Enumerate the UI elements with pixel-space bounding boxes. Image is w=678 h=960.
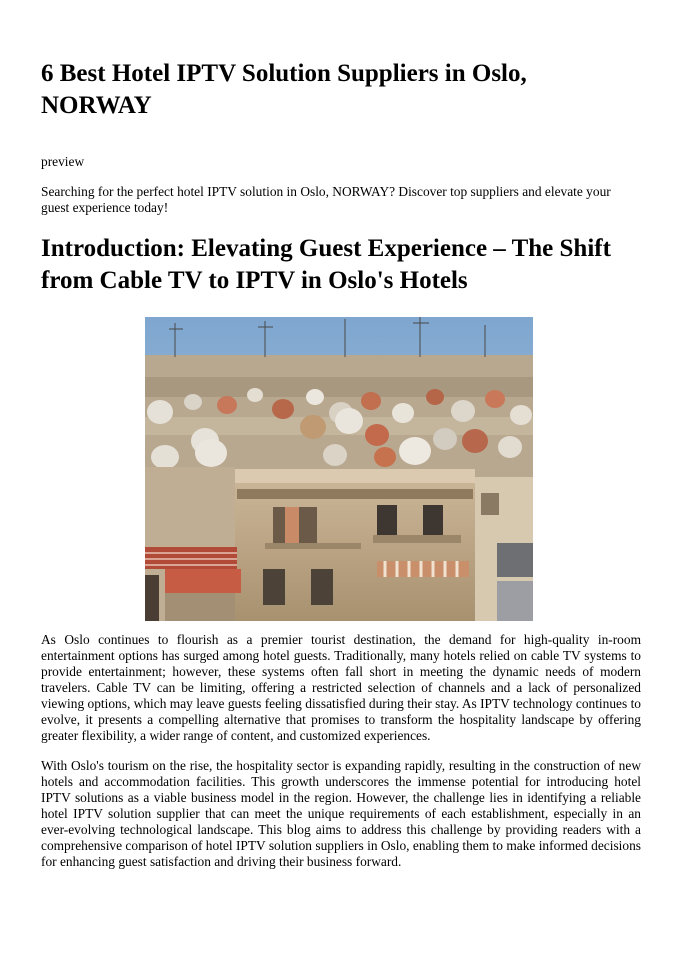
article-summary: Searching for the perfect hotel IPTV solution in Oslo, NORWAY? Discover top suppliers and elevate your guest experience today! (41, 184, 611, 215)
section-heading: Introduction: Elevating Guest Experience – The Shift from Cable TV to IPTV in Oslo's Hotels (41, 235, 611, 294)
rooftop-satellite-dishes-photo (145, 317, 533, 621)
preview-label: preview (41, 154, 85, 169)
article-paragraph: With Oslo's tourism on the rise, the hospitality sector is expanding rapidly, resulting in the construction of new hotels and accommodation facilities. This growth underscores the immense potential for introducing hotel IPTV solutions as a viable business model in the region. However, the challenge lies in identifying a reliable hotel IPTV solution supplier that can meet the unique requirements of each establishment, especially in an ever-evolving technological landscape. This blog aims to address this challenge by providing readers with a comprehensive comparison of hotel IPTV solution suppliers in Oslo, enabling them to make informed decisions for enhancing guest satisfaction and driving their business forward. (41, 758, 641, 869)
page-title: 6 Best Hotel IPTV Solution Suppliers in Oslo, NORWAY (41, 60, 527, 119)
article-paragraph: As Oslo continues to flourish as a premier tourist destination, the demand for high-quality in-room entertainment options has surged among hotel guests. Traditionally, many hotels relied on cable TV systems to provide entertainment; however, these systems often fall short in meeting the dynamic needs of modern travelers. Cable TV can be limiting, offering a restricted selection of channels and a lack of personalized viewing options, which may leave guests feeling dissatisfied during their stay. As IPTV technology continues to evolve, it presents a compelling alternative that promises to transform the hospitality landscape by offering greater flexibility, a wider range of content, and customized experiences. (41, 632, 641, 743)
